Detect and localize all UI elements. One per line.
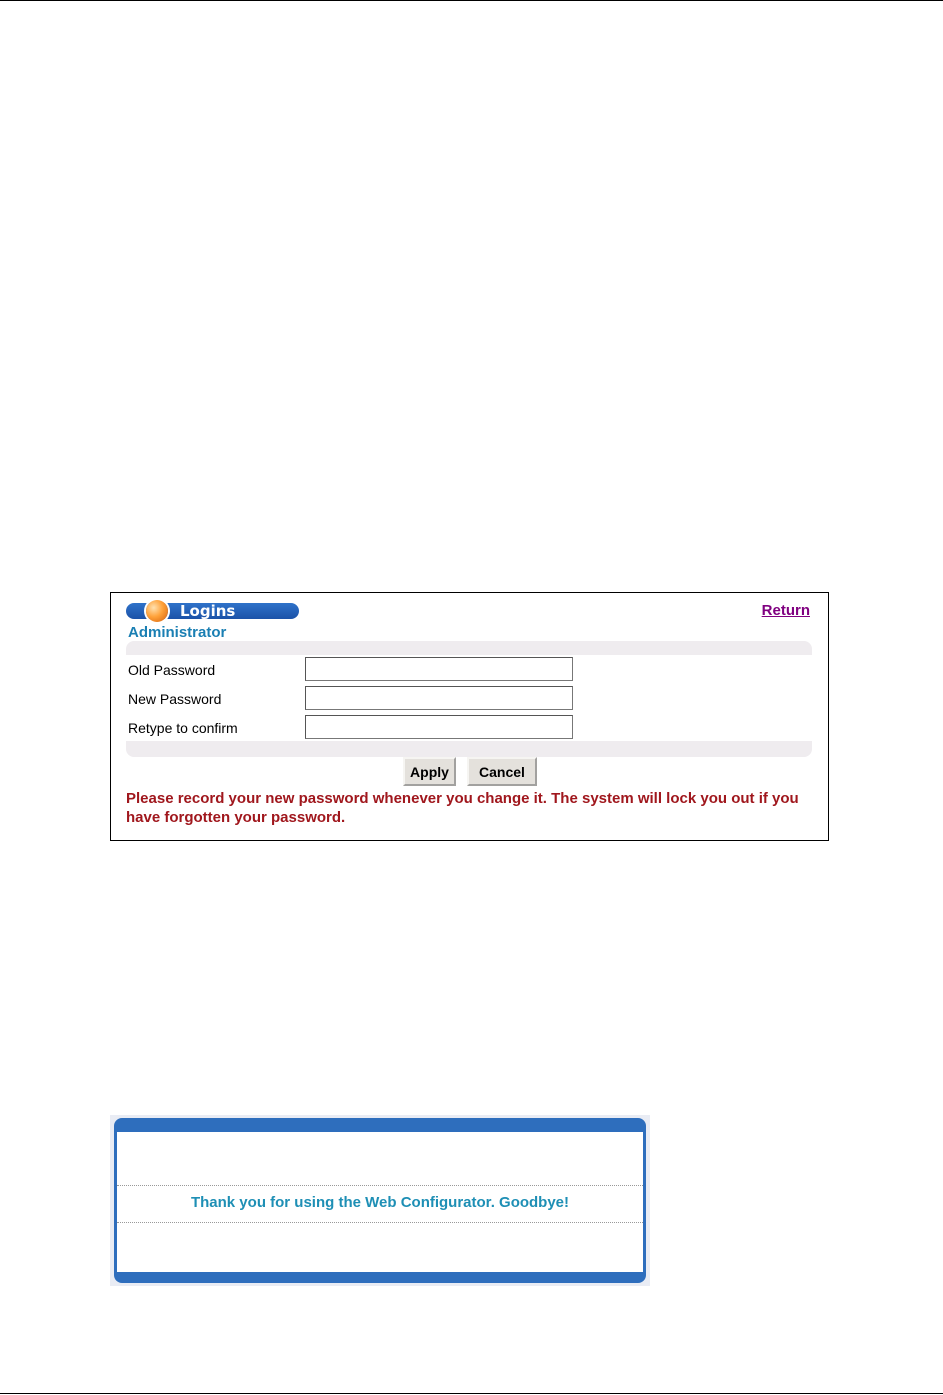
divider bbox=[117, 1185, 643, 1186]
retype-password-input[interactable] bbox=[305, 715, 573, 739]
cancel-button[interactable]: Cancel bbox=[467, 757, 537, 786]
retype-password-label: Retype to confirm bbox=[128, 720, 238, 736]
goodbye-frame bbox=[114, 1118, 646, 1283]
goodbye-body bbox=[117, 1132, 643, 1272]
new-password-label: New Password bbox=[128, 691, 222, 707]
divider bbox=[117, 1222, 643, 1223]
password-form bbox=[126, 641, 812, 757]
new-password-input[interactable] bbox=[305, 686, 573, 710]
form-row-old-password bbox=[126, 655, 812, 685]
title-bar bbox=[126, 603, 299, 619]
return-link[interactable]: Return bbox=[761, 602, 810, 619]
password-warning: Please record your new password whenever you change it. The system will lock you out if you have forgotten your password. bbox=[126, 790, 799, 826]
old-password-input[interactable] bbox=[305, 657, 573, 681]
logins-panel bbox=[110, 592, 829, 841]
goodbye-message: Thank you for using the Web Configurator. Goodbye! bbox=[190, 1194, 570, 1211]
goodbye-panel bbox=[110, 1115, 650, 1286]
page-top-rule bbox=[0, 0, 943, 1]
old-password-label: Old Password bbox=[128, 662, 216, 678]
form-row-retype-password bbox=[126, 713, 812, 741]
apply-button[interactable]: Apply bbox=[403, 757, 456, 786]
orb-icon bbox=[146, 600, 168, 622]
section-heading: Administrator bbox=[128, 624, 227, 641]
form-row-new-password bbox=[126, 684, 812, 714]
page-title: Logins bbox=[180, 602, 236, 620]
page-bottom-rule bbox=[0, 1393, 943, 1394]
